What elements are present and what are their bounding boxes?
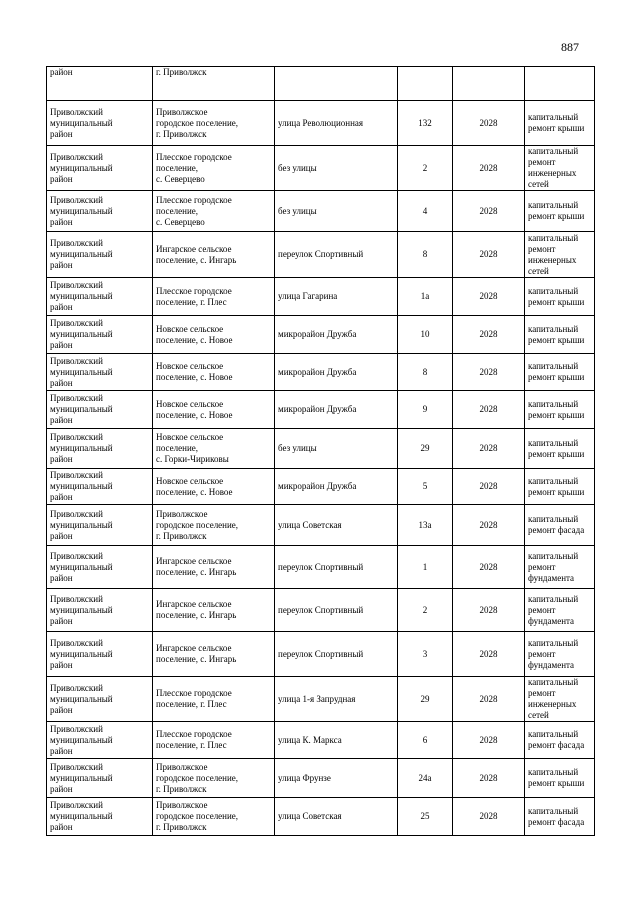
cell-settlement: Ингарское сельское поселение, с. Ингарь [153, 232, 275, 278]
cell-year: 2028 [453, 546, 525, 589]
table-row [47, 191, 595, 232]
cell-year: 2028 [453, 469, 525, 505]
cell-house-number: 2 [398, 589, 453, 632]
cell-settlement: Новское сельское поселение, с. Новое [153, 469, 275, 505]
cell-settlement: Новское сельское поселение, с. Новое [153, 354, 275, 391]
cell-street: переулок Спортивный [275, 546, 398, 589]
cell-settlement: Плесское городское поселение, г. Плес [153, 677, 275, 722]
cell-year: 2028 [453, 589, 525, 632]
cell-house-number: 25 [398, 798, 453, 836]
cell-district: Приволжский муниципальный район [47, 505, 153, 546]
cell-year: 2028 [453, 354, 525, 391]
cell-house-number [398, 67, 453, 101]
cell-year: 2028 [453, 316, 525, 354]
cell-street: улица Фрунзе [275, 759, 398, 798]
table-row [47, 391, 595, 429]
cell-street [275, 67, 398, 101]
cell-house-number: 3 [398, 632, 453, 677]
cell-house-number: 1а [398, 278, 453, 316]
cell-district: Приволжский муниципальный район [47, 546, 153, 589]
table-row [47, 798, 595, 836]
cell-year: 2028 [453, 391, 525, 429]
cell-street: улица Советская [275, 798, 398, 836]
cell-district: Приволжский муниципальный район [47, 589, 153, 632]
table-row [47, 759, 595, 798]
cell-work-type: капитальный ремонт фасада [525, 505, 595, 546]
table-row [47, 316, 595, 354]
table-row [47, 505, 595, 546]
cell-district: Приволжский муниципальный район [47, 146, 153, 191]
cell-street: микрорайон Дружба [275, 316, 398, 354]
cell-year: 2028 [453, 146, 525, 191]
cell-settlement: Плесское городское поселение, г. Плес [153, 278, 275, 316]
cell-work-type: капитальный ремонт крыши [525, 429, 595, 469]
cell-work-type: капитальный ремонт фундамента [525, 589, 595, 632]
cell-year: 2028 [453, 632, 525, 677]
cell-street: улица 1-я Запрудная [275, 677, 398, 722]
cell-year: 2028 [453, 191, 525, 232]
cell-work-type: капитальный ремонт крыши [525, 191, 595, 232]
cell-district: Приволжский муниципальный район [47, 632, 153, 677]
table-row [47, 429, 595, 469]
cell-settlement: Новское сельское поселение, с. Новое [153, 316, 275, 354]
cell-settlement: Приволжское городское поселение, г. Приволжск [153, 759, 275, 798]
cell-year: 2028 [453, 677, 525, 722]
cell-settlement: Ингарское сельское поселение, с. Ингарь [153, 546, 275, 589]
cell-street: микрорайон Дружба [275, 469, 398, 505]
cell-street: улица К. Маркса [275, 722, 398, 759]
cell-settlement: Плесское городское поселение, г. Плес [153, 722, 275, 759]
cell-settlement: Ингарское сельское поселение, с. Ингарь [153, 632, 275, 677]
cell-work-type: капитальный ремонт инженерных сетей [525, 146, 595, 191]
cell-district: Приволжский муниципальный район [47, 722, 153, 759]
cell-street: улица Гагарина [275, 278, 398, 316]
table-row [47, 546, 595, 589]
cell-settlement: Приволжское городское поселение, г. Приволжск [153, 798, 275, 836]
cell-work-type: капитальный ремонт фасада [525, 798, 595, 836]
cell-street: улица Революционная [275, 101, 398, 146]
table-row [47, 146, 595, 191]
table-row [47, 632, 595, 677]
table-row [47, 67, 595, 101]
cell-settlement: Плесское городское поселение, с. Северцево [153, 146, 275, 191]
cell-district: Приволжский муниципальный район [47, 316, 153, 354]
table-row [47, 677, 595, 722]
table-row [47, 232, 595, 278]
cell-house-number: 29 [398, 677, 453, 722]
cell-year: 2028 [453, 278, 525, 316]
cell-street: микрорайон Дружба [275, 391, 398, 429]
cell-work-type: капитальный ремонт крыши [525, 391, 595, 429]
cell-street: без улицы [275, 429, 398, 469]
cell-house-number: 2 [398, 146, 453, 191]
cell-street: переулок Спортивный [275, 632, 398, 677]
table-row [47, 354, 595, 391]
cell-district: Приволжский муниципальный район [47, 798, 153, 836]
cell-settlement: Приволжское городское поселение, г. Приволжск [153, 101, 275, 146]
cell-work-type: капитальный ремонт крыши [525, 316, 595, 354]
table-row [47, 469, 595, 505]
cell-street: переулок Спортивный [275, 232, 398, 278]
page-number: 887 [561, 40, 579, 54]
cell-year: 2028 [453, 505, 525, 546]
cell-year: 2028 [453, 759, 525, 798]
cell-district: район [47, 67, 153, 101]
cell-street: без улицы [275, 191, 398, 232]
cell-district: Приволжский муниципальный район [47, 677, 153, 722]
cell-work-type: капитальный ремонт крыши [525, 278, 595, 316]
cell-street: переулок Спортивный [275, 589, 398, 632]
cell-house-number: 10 [398, 316, 453, 354]
cell-house-number: 8 [398, 232, 453, 278]
cell-year [453, 67, 525, 101]
cell-district: Приволжский муниципальный район [47, 278, 153, 316]
cell-district: Приволжский муниципальный район [47, 191, 153, 232]
cell-street: микрорайон Дружба [275, 354, 398, 391]
cell-work-type: капитальный ремонт крыши [525, 354, 595, 391]
repair-program-table [46, 66, 595, 836]
cell-work-type: капитальный ремонт фундамента [525, 546, 595, 589]
cell-house-number: 9 [398, 391, 453, 429]
cell-work-type: капитальный ремонт крыши [525, 759, 595, 798]
cell-year: 2028 [453, 429, 525, 469]
cell-district: Приволжский муниципальный район [47, 232, 153, 278]
cell-work-type: капитальный ремонт инженерных сетей [525, 232, 595, 278]
cell-house-number: 4 [398, 191, 453, 232]
cell-work-type: капитальный ремонт крыши [525, 101, 595, 146]
table-row [47, 589, 595, 632]
cell-year: 2028 [453, 232, 525, 278]
table-row [47, 722, 595, 759]
cell-house-number: 8 [398, 354, 453, 391]
cell-year: 2028 [453, 722, 525, 759]
cell-street: без улицы [275, 146, 398, 191]
cell-work-type: капитальный ремонт фасада [525, 722, 595, 759]
cell-house-number: 6 [398, 722, 453, 759]
table-body [47, 67, 595, 836]
cell-house-number: 5 [398, 469, 453, 505]
cell-work-type: капитальный ремонт инженерных сетей [525, 677, 595, 722]
cell-house-number: 24а [398, 759, 453, 798]
cell-settlement: Плесское городское поселение, с. Северцево [153, 191, 275, 232]
cell-street: улица Советская [275, 505, 398, 546]
cell-house-number: 1 [398, 546, 453, 589]
cell-house-number: 132 [398, 101, 453, 146]
cell-work-type: капитальный ремонт фундамента [525, 632, 595, 677]
table-row [47, 278, 595, 316]
cell-house-number: 29 [398, 429, 453, 469]
cell-district: Приволжский муниципальный район [47, 759, 153, 798]
table-row [47, 101, 595, 146]
cell-district: Приволжский муниципальный район [47, 469, 153, 505]
cell-year: 2028 [453, 798, 525, 836]
cell-house-number: 13а [398, 505, 453, 546]
cell-district: Приволжский муниципальный район [47, 354, 153, 391]
cell-settlement: Приволжское городское поселение, г. Приволжск [153, 505, 275, 546]
cell-district: Приволжский муниципальный район [47, 101, 153, 146]
cell-year: 2028 [453, 101, 525, 146]
cell-district: Приволжский муниципальный район [47, 429, 153, 469]
cell-district: Приволжский муниципальный район [47, 391, 153, 429]
cell-settlement: г. Приволжск [153, 67, 275, 101]
cell-settlement: Новское сельское поселение, с. Новое [153, 391, 275, 429]
cell-settlement: Новское сельское поселение, с. Горки-Чириковы [153, 429, 275, 469]
cell-work-type [525, 67, 595, 101]
cell-work-type: капитальный ремонт крыши [525, 469, 595, 505]
cell-settlement: Ингарское сельское поселение, с. Ингарь [153, 589, 275, 632]
